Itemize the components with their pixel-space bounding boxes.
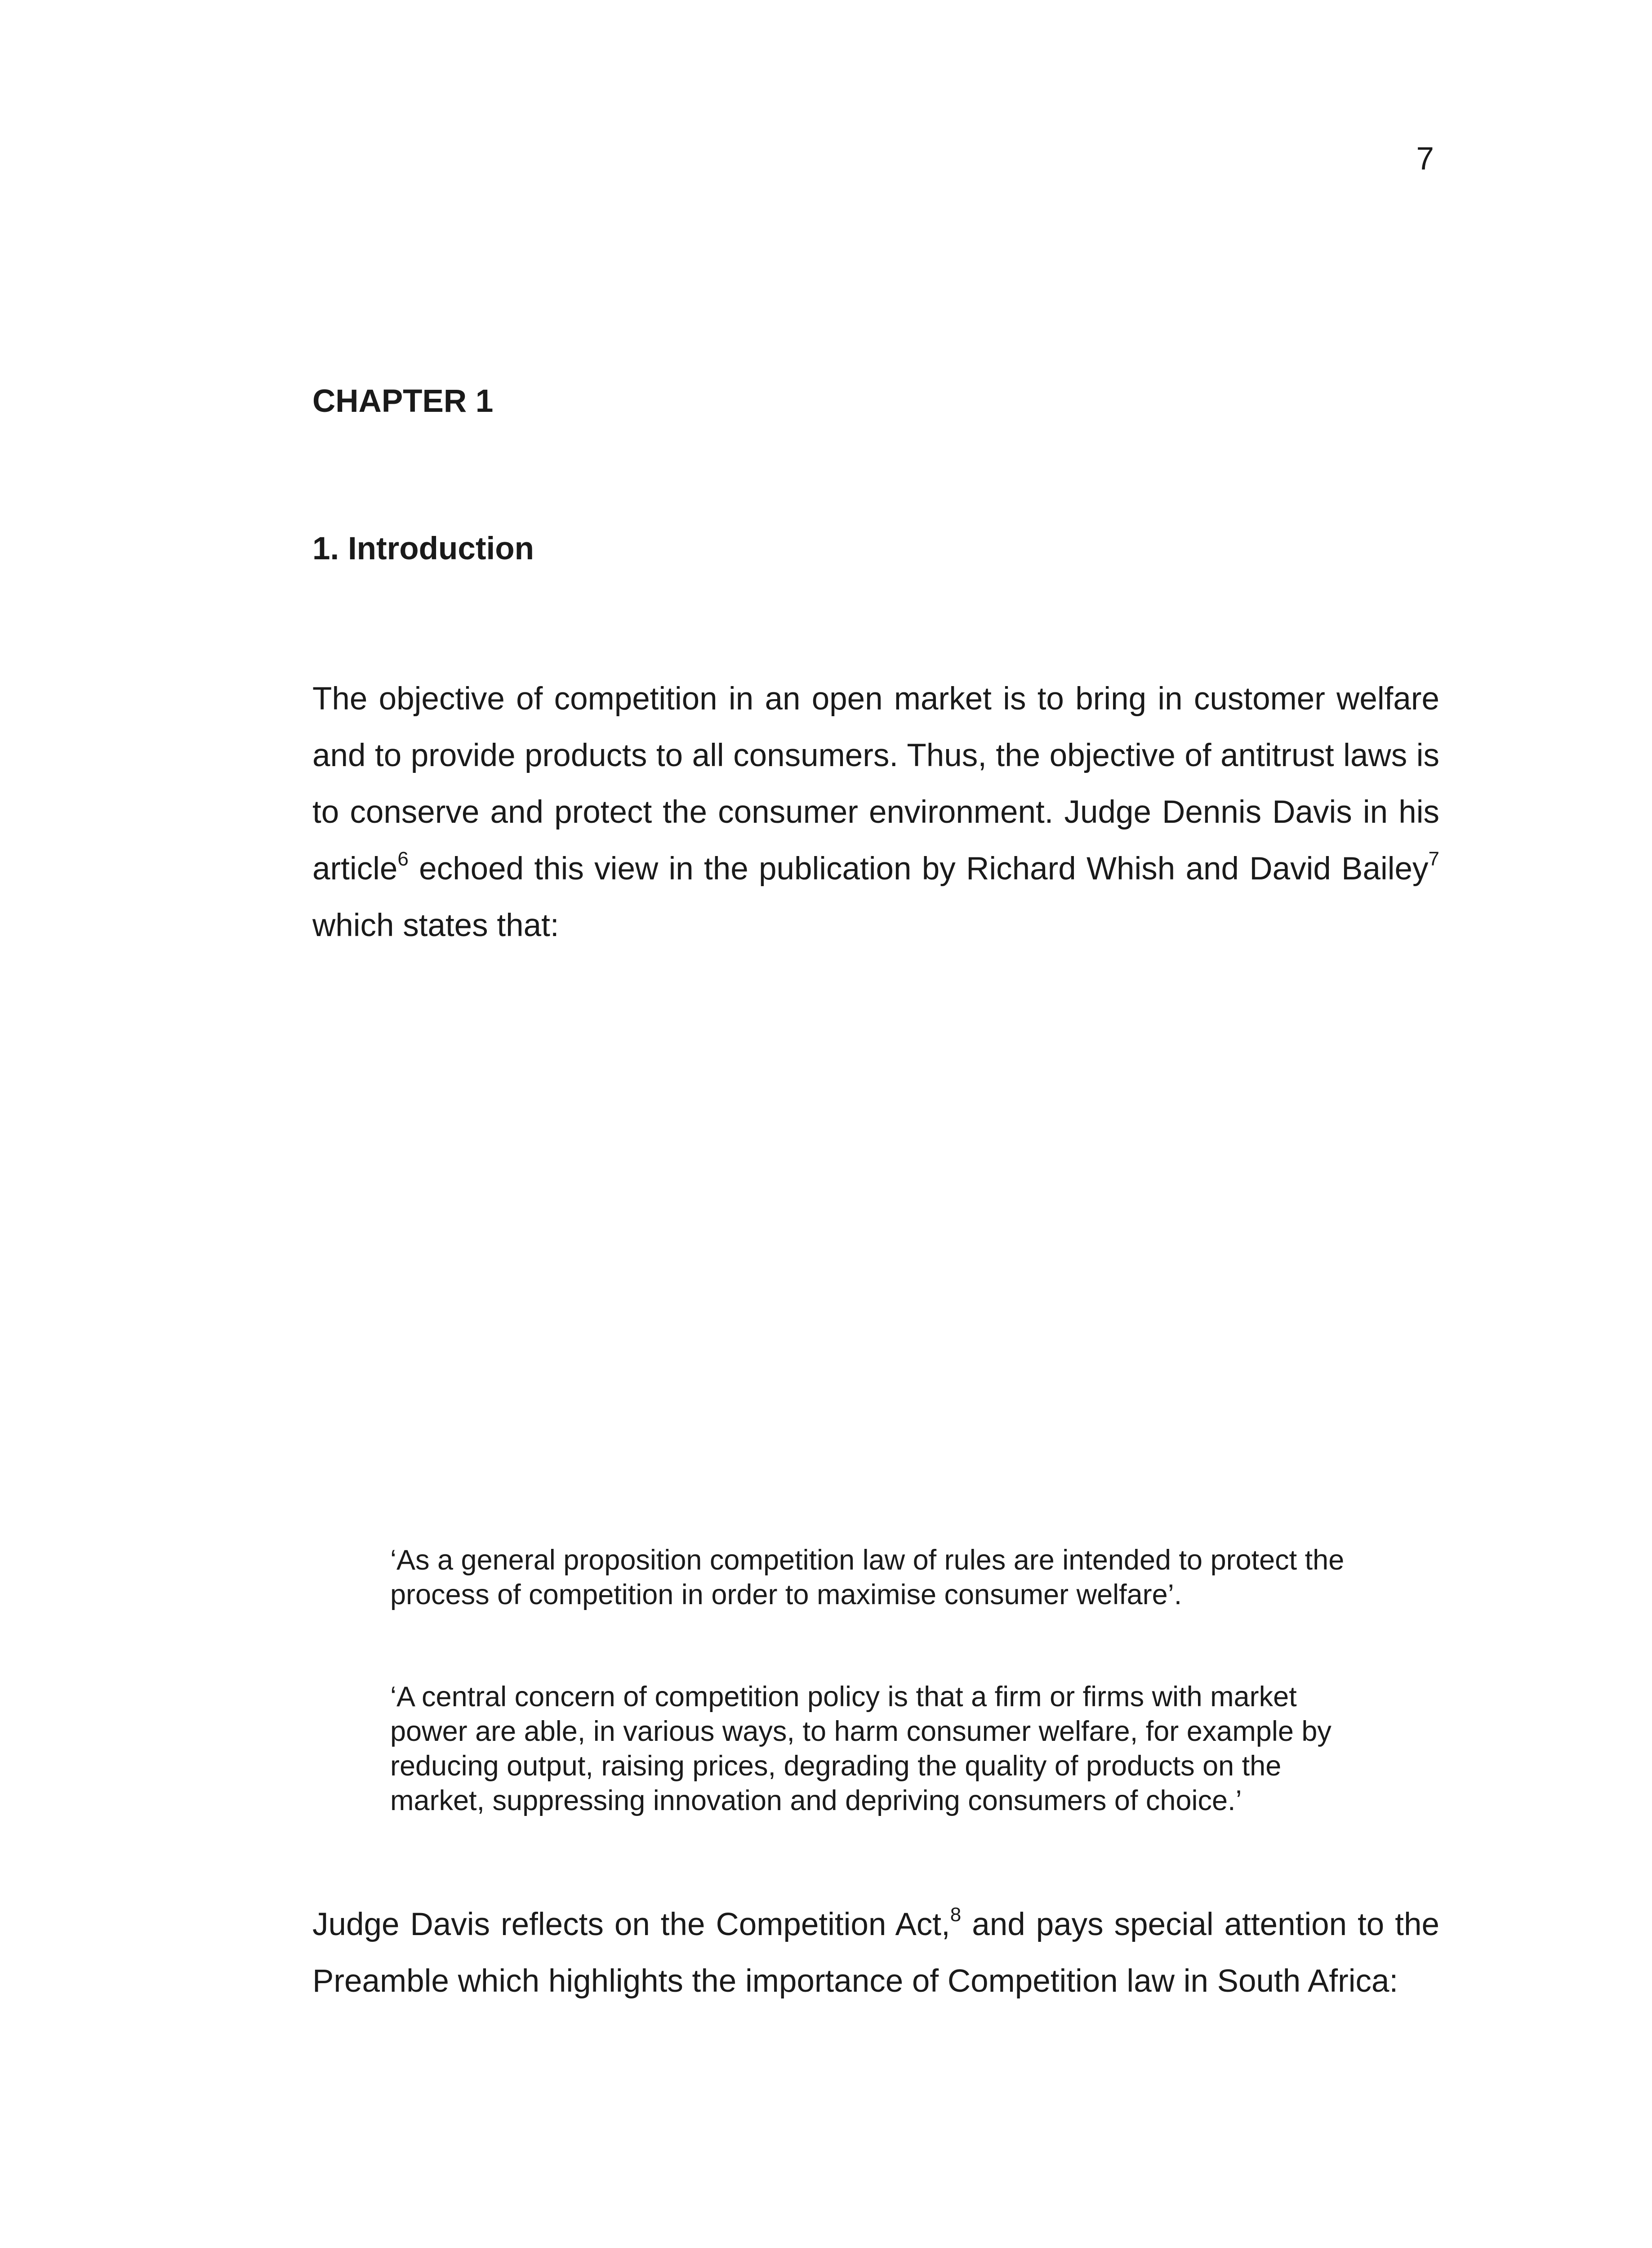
footnote-ref-8: 8 bbox=[950, 1904, 962, 1926]
footnote-ref-7: 7 bbox=[1428, 848, 1439, 870]
intro-paragraph bbox=[312, 671, 1439, 954]
page-number: 7 bbox=[1416, 141, 1434, 177]
closing-text-part-1: Judge Davis reflects on the Competition Act, bbox=[312, 1907, 950, 1942]
footnote-ref-6: 6 bbox=[397, 848, 409, 870]
intro-text-part-1: The objective of competition in an open market is to bring in customer welfare and to provide products to all consumers. Thus, the objective of antitrust laws is to conserve and protect the consumer environment. Judge Dennis Davis in his article bbox=[312, 681, 1439, 887]
closing-text-part-2: and pays special attention to the Preamble which highlights the importance of Competition law in South Africa: bbox=[312, 1907, 1439, 1999]
block-quote-1: ‘As a general proposition competition law of rules are intended to protect the process of competition in order to maximise consumer welfare’. bbox=[390, 1544, 1345, 1610]
section-heading: 1. Introduction bbox=[312, 531, 534, 566]
closing-paragraph bbox=[312, 1896, 1439, 2010]
intro-text-part-2: echoed this view in the publication by Richard Whish and David Bailey bbox=[408, 851, 1429, 887]
block-quote-2: ‘A central concern of competition policy is that a firm or firms with market power are able, in various ways, to harm consumer welfare, for example by reducing output, raising prices, degrading the quality of products on the market, suppressing innovation and depriving consumers of choice.’ bbox=[390, 1681, 1331, 1816]
intro-text-part-3: which states that: bbox=[312, 908, 559, 943]
chapter-heading: CHAPTER 1 bbox=[312, 384, 494, 419]
